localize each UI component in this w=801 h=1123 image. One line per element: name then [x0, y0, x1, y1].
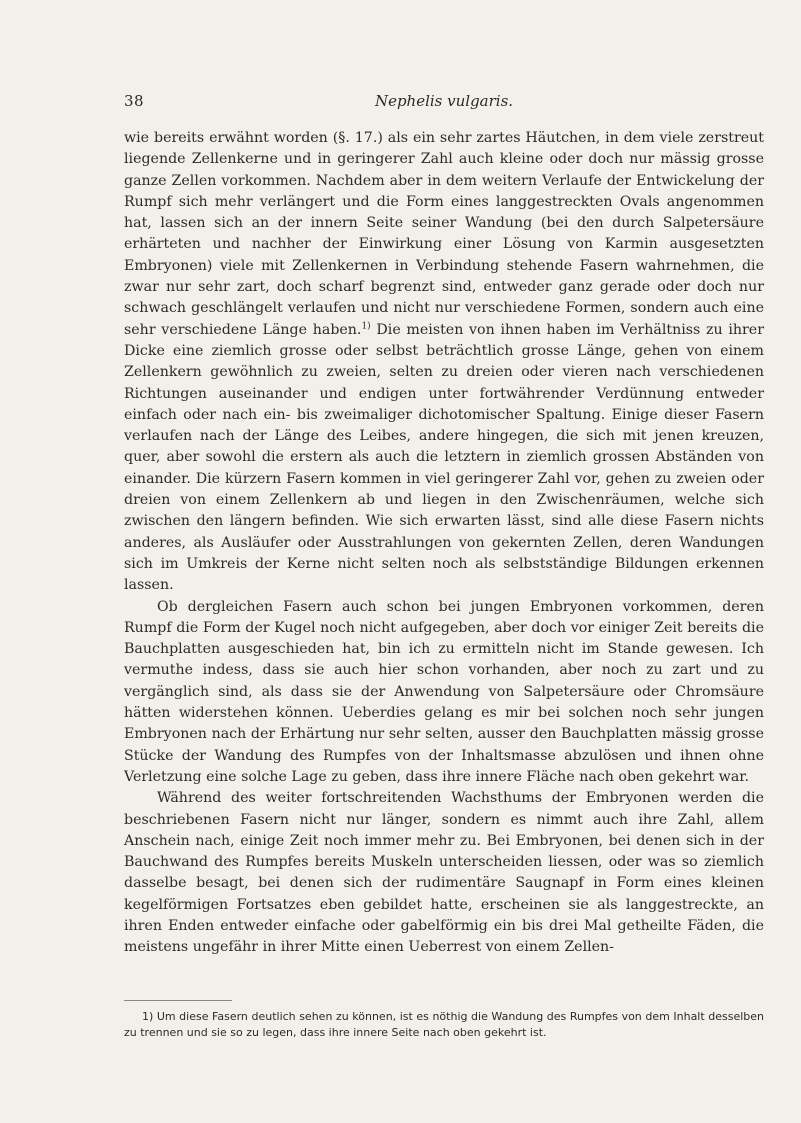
- footnote: 1) Um diese Fasern deutlich sehen zu können, ist es nöthig die Wandung des Rumpfes von dem Inhalt desselben zu trennen und sie so zu legen, dass ihre innere Seite nach oben gekehrt ist.: [124, 1010, 764, 1039]
- paragraph-3: Während des weiter fortschreitenden Wachsthums der Embryonen werden die beschriebenen Fasern nicht nur länger, sondern es nimmt auch ihre Zahl, allem Anschein nach, einige Zeit noch immer mehr zu. Bei Embryonen, bei denen sich in der Bauchwand des Rumpfes bereits Muskeln unterscheiden liessen, oder was so ziemlich dasselbe besagt, bei denen sich der rudimentäre Saugnapf in Form eines kleinen kegelförmigen Fortsatzes eben gebildet hatte, erscheinen sie als langgestreckte, an ihren Enden entweder einfache oder gabelförmig ein bis drei Mal getheilte Fäden, die meistens ungefähr in ihrer Mitte einen Ueberrest von einem Zellen-: [124, 790, 764, 956]
- paragraph-1-text: wie bereits erwähnt worden (§. 17.) als ein sehr zartes Häutchen, in dem viele zerstreut liegende Zellenkerne und in geringerer Zahl auch kleine oder doch nur mässig grosse ganze Zellen vorkommen. Nachdem aber in dem weitern Verlaufe der Entwickelung der Rumpf sich mehr verlängert und die Form eines langgestreckten Ovals angenommen hat, lassen sich an der innern Seite seiner Wandung (bei den durch Salpetersäure erhärteten und nachher der Einwirkung einer Lösung von Karmin ausgesetzten Embryonen) viele mit Zellenkernen in Verbindung stehende Fasern wahrnehmen, die zwar nur sehr zart, doch scharf begrenzt sind, entweder ganz gerade oder doch nur schwach geschlängelt verlaufen und nicht nur verschiedene Formen, sondern auch eine sehr verschiedene Länge haben.: [124, 130, 764, 338]
- paragraph-1: [124, 128, 764, 597]
- paragraph-1-continuation: Die meisten von ihnen haben im Verhältniss zu ihrer Dicke eine ziemlich grosse oder selbst beträchtlich grosse Länge, gehen von einem Zellenkern gewöhnlich zu zweien, selten zu dreien oder vieren nach verschiedenen Richtungen auseinander und endigen unter fortwährender Verdünnung entweder einfach oder nach ein- bis zweimaliger dichotomischer Spaltung. Einige dieser Fasern verlaufen nach der Länge des Leibes, andere hingegen, die sich mit jenen kreuzen, quer, aber sowohl die erstern als auch die letztern in ziemlich grossen Abständen von einander. Die kürzern Fasern kommen in viel geringerer Zahl vor, gehen zu zweien oder dreien von einem Zellenkern ab und liegen in den Zwischenräumen, welche sich zwischen den längern befinden. Wie sich erwarten lässt, sind alle diese Fasern nichts anderes, als Ausläufer oder Ausstrahlungen von gekernten Zellen, deren Wandungen sich im Umkreis der Kerne nicht selten noch als selbstständige Bildungen erkennen lassen.: [124, 321, 764, 594]
- paragraph-2: Ob dergleichen Fasern auch schon bei jungen Embryonen vorkommen, deren Rumpf die Form der Kugel noch nicht aufgegeben, aber doch vor einiger Zeit bereits die Bauchplatten ausgeschieden hat, bin ich zu ermitteln nicht im Stande gewesen. Ich vermuthe indess, dass sie auch hier schon vorhanden, aber noch zu zart und zu vergänglich sind, als dass sie der Anwendung von Salpetersäure oder Chromsäure hätten widerstehen können. Ueberdies gelang es mir bei solchen noch sehr jungen Embryonen nach der Erhärtung nur sehr selten, ausser den Bauchplatten mässig grosse Stücke der Wandung des Rumpfes von der Inhaltsmasse abzulösen und ihnen ohne Verletzung eine solche Lage zu geben, dass ihre innere Fläche nach oben gekehrt war.: [124, 598, 764, 785]
- page-number: 38: [124, 92, 145, 110]
- body-text: [124, 128, 764, 959]
- footnote-divider: [124, 1000, 232, 1001]
- running-title: Nephelis vulgaris.: [374, 92, 514, 110]
- footnote-reference: 1): [361, 320, 371, 331]
- page-header: [124, 92, 764, 112]
